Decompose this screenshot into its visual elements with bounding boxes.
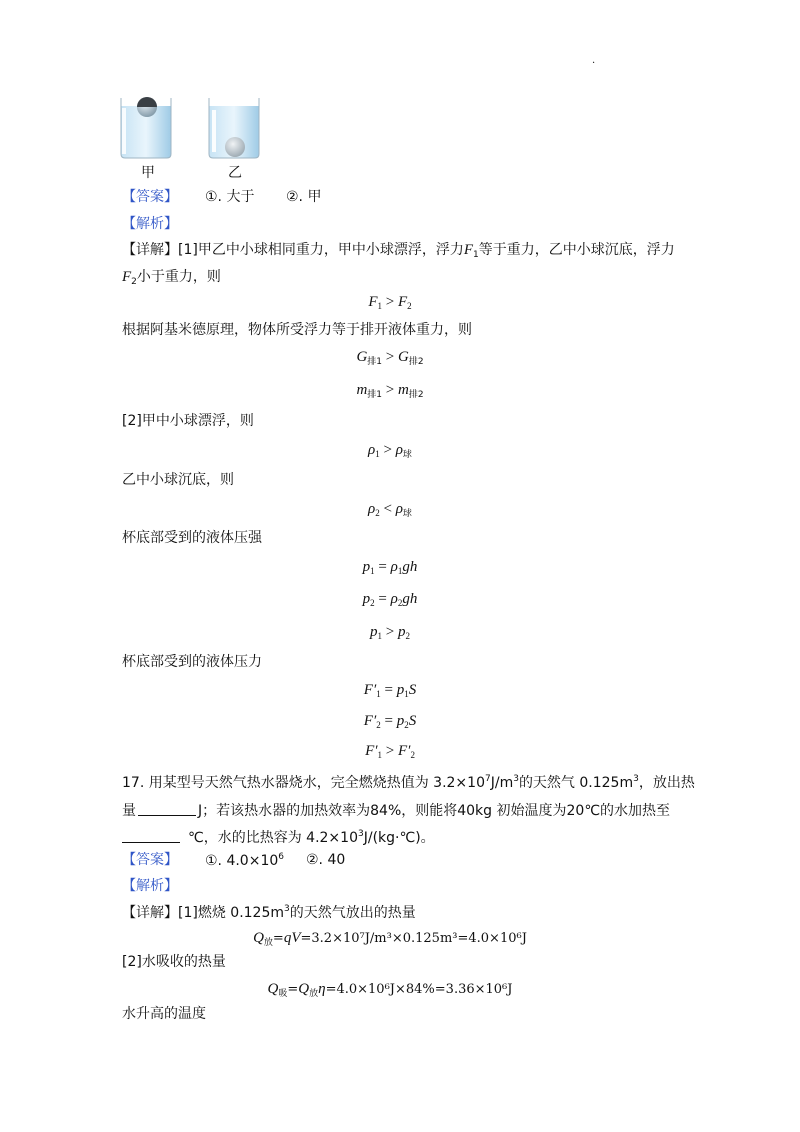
q16-text-pressure: 杯底部受到的液体压强 bbox=[122, 530, 262, 546]
q16-text-p2: [2]甲中小球漂浮，则 bbox=[122, 413, 254, 429]
eq-g-pai: $G_{排1} > G_{排2}$ bbox=[356, 349, 424, 367]
q17-answer-1: ①. $4.0\times 10^6$ bbox=[205, 852, 284, 869]
eq-p2: $p_2 = \rho_2gh$ bbox=[362, 591, 418, 608]
q16-detail-line2: $F_2$小于重力，则 bbox=[122, 269, 221, 287]
eq-rho1: $\rho_1 > \rho_球$ bbox=[368, 442, 412, 460]
eq-f1p-gt-f2p: $F'_1 > F'_2$ bbox=[365, 743, 415, 760]
q16-analysis-label: 【解析】 bbox=[122, 216, 178, 232]
q16-answer-label: 【答案】 bbox=[122, 189, 178, 205]
beaker-yi bbox=[209, 98, 259, 158]
q17-detail-line1: 【详解】[1]燃烧 $0.125m^3$的天然气放出的热量 bbox=[122, 904, 416, 921]
label-jia: 甲 bbox=[141, 165, 155, 181]
blank-2[interactable] bbox=[122, 830, 180, 843]
q16-answer-2: ②. 甲 bbox=[286, 189, 322, 205]
q17-answer-label: 【答案】 bbox=[122, 852, 178, 868]
eq-m-pai: $m_{排1} > m_{排2}$ bbox=[356, 382, 424, 400]
eq-rho2: $\rho_2 < \rho_球$ bbox=[368, 501, 412, 519]
q17-analysis-label: 【解析】 bbox=[122, 878, 178, 894]
q17-number: 17. bbox=[122, 775, 145, 791]
q16-text-archimedes: 根据阿基米德原理，物体所受浮力等于排开液体重力，则 bbox=[122, 322, 472, 338]
beaker-jia bbox=[121, 97, 171, 158]
beakers-figure bbox=[118, 96, 278, 162]
q17-line3: ℃，水的比热容为 $4.2\times 10^3J/(kg\cdot℃)$。 bbox=[122, 830, 435, 845]
eq-f2prime: $F'_2 = p_2S$ bbox=[363, 713, 417, 730]
detail-label: 【详解】 bbox=[122, 242, 178, 258]
q16-answer-1: ①. 大于 bbox=[205, 189, 255, 205]
q17-line2: 量 J；若该热水器的加热效率为84%，则能将40kg 初始温度为20℃的水加热至 bbox=[122, 803, 671, 819]
eq-q-fang: $Q_放=qV=3.2\times 10^7J/m^3\times 0.125m^3=4.0\times 10^6J$ bbox=[253, 930, 527, 948]
q17-line1: 17. 用某型号天然气热水器烧水，完全燃烧热值为 $3.2\times 10^7J/m^3$的天然气 $0.125m^3$，放出热 bbox=[122, 774, 695, 791]
eq-p1: $p_1 = \rho_1gh$ bbox=[362, 559, 418, 576]
eq-f1-gt-f2: $F_1 > F_2$ bbox=[368, 294, 412, 311]
eq-q-xi: $Q_吸=Q_放\eta=4.0\times 10^6J\times 84\%=3.36\times 10^6J$ bbox=[267, 981, 513, 999]
eq-f1prime: $F'_1 = p_1S$ bbox=[363, 682, 417, 699]
header-dot: . bbox=[592, 55, 596, 66]
q16-text-force: 杯底部受到的液体压力 bbox=[122, 654, 262, 670]
eq-p1-gt-p2: $p_1 > p_2$ bbox=[370, 624, 410, 641]
q16-detail-line1: 【详解】[1]甲乙中小球相同重力，甲中小球漂浮，浮力$F_1$等于重力，乙中小球沉底，浮力 bbox=[122, 242, 675, 260]
q16-line1-b: 等于重力，乙中小球沉底，浮力 bbox=[478, 242, 675, 258]
q16-line1: [1]甲乙中小球相同重力，甲中小球漂浮，浮力 bbox=[178, 242, 464, 258]
q17-answer-2: ②. 40 bbox=[306, 852, 346, 868]
q16-line2: 小于重力，则 bbox=[136, 269, 221, 285]
label-yi: 乙 bbox=[228, 165, 242, 181]
q17-text-absorb: [2]水吸收的热量 bbox=[122, 954, 226, 970]
q17-text-rise: 水升高的温度 bbox=[122, 1006, 206, 1022]
q16-text-sink: 乙中小球沉底，则 bbox=[122, 472, 234, 488]
blank-1[interactable] bbox=[138, 803, 196, 816]
